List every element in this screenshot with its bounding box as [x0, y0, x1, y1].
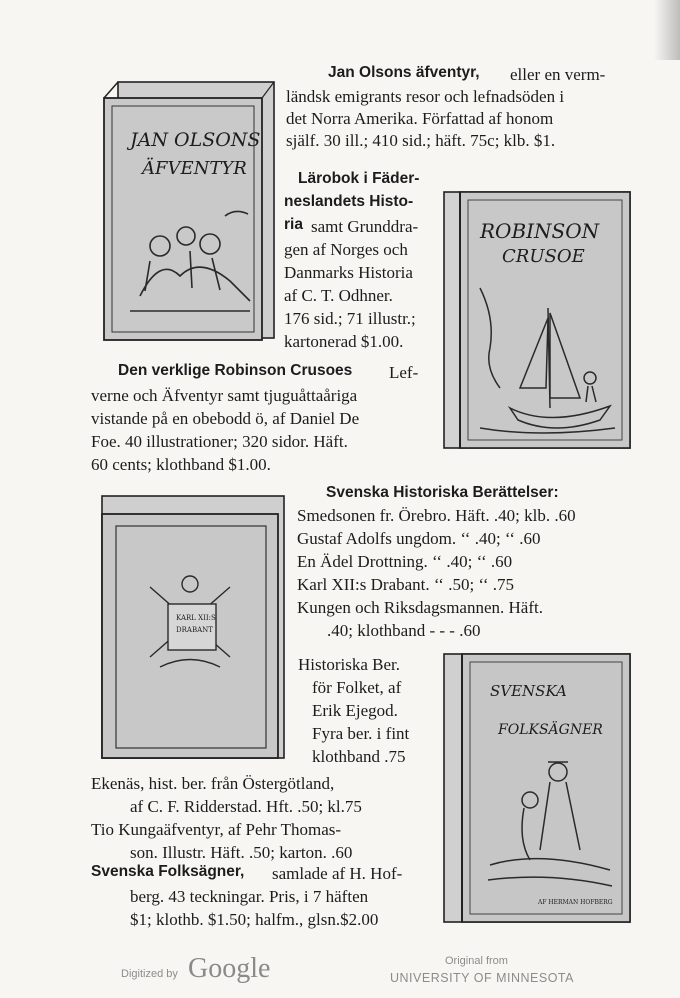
- book3-line-2: verne och Äfventyr samt tjuguåttaåriga: [91, 386, 358, 405]
- cover-title-line2: ÄFVENTYR: [142, 158, 247, 179]
- cover-folksagner-line1: SVENSKA: [490, 682, 567, 700]
- book3-line-1: Lef-: [389, 363, 419, 382]
- book-cover-jan-olsons: [100, 76, 278, 344]
- series-row-4: Karl XII:s Drabant. ‘‘ .50; ‘‘ .75: [297, 575, 514, 594]
- extra-line-1: Ekenäs, hist. ber. från Östergötland,: [91, 774, 335, 793]
- extra-line-3: Tio Kungaäfventyr, af Pehr Thomas-: [91, 820, 342, 839]
- book3-line-3: vistande på en obebodd ö, af Daniel De: [91, 409, 360, 428]
- historiska-line-4: Fyra ber. i fint: [312, 724, 410, 743]
- series-title: Svenska Historiska Berättelser:: [326, 484, 559, 501]
- book-cover-svenska-folksagner: [440, 650, 632, 926]
- cover-robinson-line1: ROBINSON: [480, 219, 600, 243]
- cover-robinson-line2: CRUSOE: [502, 246, 585, 267]
- original-from-label: Original from: [445, 955, 508, 967]
- book2-line-6: kartonerad $1.00.: [284, 332, 404, 351]
- series-row-5: Kungen och Riksdagsmannen. Häft.: [297, 598, 543, 617]
- book2-title-3: ria: [284, 216, 303, 233]
- book1-line-2: ländsk emigrants resor och lefnadsöden i: [286, 87, 565, 106]
- folksagner-title: Svenska Folksägner,: [91, 863, 245, 880]
- cover-folksagner-author: AF HERMAN HOFBERG: [538, 899, 613, 906]
- book2-line-5: 176 sid.; 71 illustr.;: [284, 309, 416, 328]
- book-cover-robinson-crusoe: [440, 188, 632, 452]
- page-edge-shadow: [654, 0, 680, 60]
- book3-line-4: Foe. 40 illustrationer; 320 sidor. Häft.: [91, 432, 348, 451]
- book1-title: Jan Olsons äfventyr,: [328, 64, 480, 81]
- historiska-line-1: Historiska Ber.: [298, 655, 400, 674]
- book3-line-5: 60 cents; klothband $1.00.: [91, 455, 271, 474]
- extra-line-4: son. Illustr. Häft. .50; karton. .60: [130, 843, 353, 862]
- university-label: UNIVERSITY OF MINNESOTA: [390, 971, 574, 985]
- historiska-line-3: Erik Ejegod.: [312, 701, 398, 720]
- series-row-3: En Ädel Drottning. ‘‘ .40; ‘‘ .60: [297, 552, 513, 571]
- cover-folksagner-line2: FOLKSÄGNER: [498, 722, 603, 738]
- historiska-line-2: för Folket, af: [312, 678, 402, 697]
- book1-line-1: eller en verm-: [510, 65, 606, 84]
- google-logo: Google: [188, 953, 271, 984]
- series-row-2: Gustaf Adolfs ungdom. ‘‘ .40; ‘‘ .60: [297, 529, 541, 548]
- book3-title: Den verklige Robinson Crusoes: [118, 362, 353, 379]
- folksagner-line-1: samlade af H. Hof-: [272, 864, 403, 883]
- cover-title-line1: JAN OLSONS: [130, 129, 261, 151]
- book2-line-3: Danmarks Historia: [284, 263, 413, 282]
- digitized-by-label: Digitized by: [121, 968, 178, 980]
- folksagner-line-2: berg. 43 teckningar. Pris, i 7 häften: [130, 887, 369, 906]
- book1-line-4: själf. 30 ill.; 410 sid.; häft. 75c; klb. $1.: [286, 131, 556, 150]
- book2-line-1: samt Grunddra-: [311, 217, 419, 236]
- extra-line-2: af C. F. Ridderstad. Hft. .50; kl.75: [130, 797, 362, 816]
- book1-line-3: det Norra Amerika. Författad af honom: [286, 109, 554, 128]
- series-row-6: .40; klothband - - - .60: [327, 621, 481, 640]
- book2-title-2: neslandets Histo-: [284, 193, 414, 210]
- book2-title-1: Lärobok i Fäder-: [298, 170, 420, 187]
- historiska-line-5: klothband .75: [312, 747, 406, 766]
- book2-line-2: gen af Norges och: [284, 240, 408, 259]
- cover-karl-line1: KARL XII:S: [176, 614, 216, 622]
- series-row-1: Smedsonen fr. Örebro. Häft. .40; klb. .60: [297, 506, 576, 525]
- folksagner-line-3: $1; klothb. $1.50; halfm., glsn.$2.00: [130, 910, 379, 929]
- book-cover-karl-xii-drabant: [90, 492, 288, 762]
- book2-line-4: af C. T. Odhner.: [284, 286, 393, 305]
- cover-karl-line2: DRABANT: [176, 626, 213, 634]
